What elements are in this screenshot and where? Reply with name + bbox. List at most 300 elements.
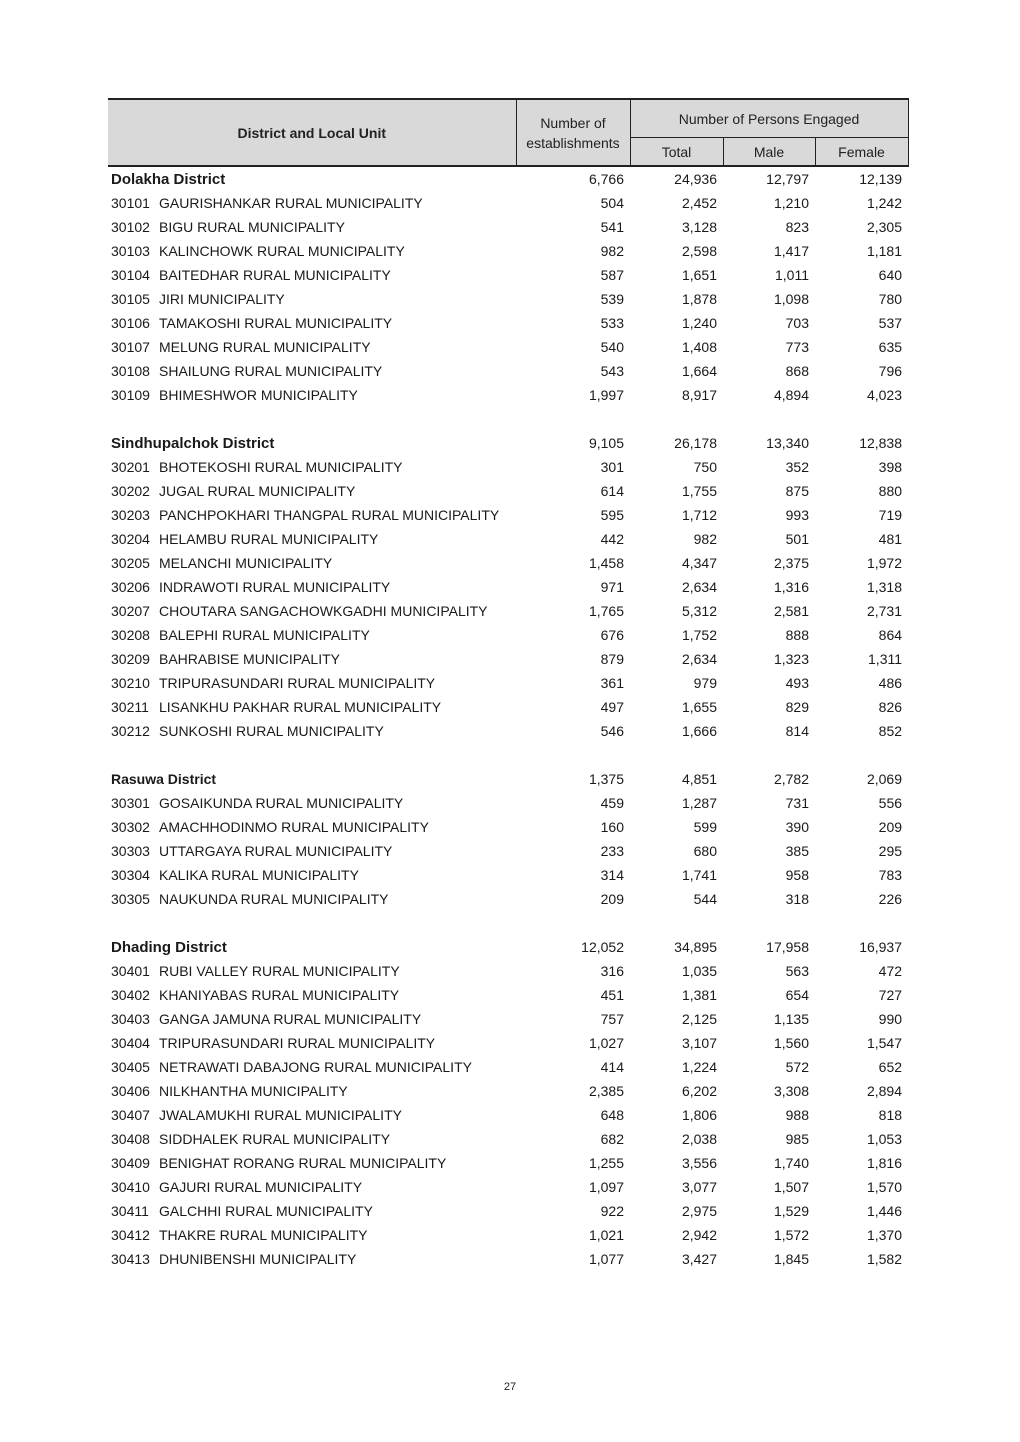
unit-male-cell: 703 [785,315,809,331]
unit-female-cell: 826 [878,699,903,715]
unit-female-cell: 864 [878,627,903,643]
unit-male-cell: 1,323 [773,651,809,667]
unit-male-cell: 988 [785,1107,809,1123]
district-row [108,935,908,959]
unit-female-cell: 727 [878,987,903,1003]
district-female-cell: 16,937 [859,939,903,955]
table-header [108,99,908,166]
local-unit-code: 30403 [111,1011,150,1027]
unit-total-cell: 680 [693,843,717,859]
local-unit-code: 30402 [111,987,150,1003]
unit-female-cell: 652 [878,1059,903,1075]
local-unit-name: NAUKUNDA RURAL MUNICIPALITY [159,891,389,907]
unit-establishments-cell: 1,765 [588,603,624,619]
unit-female-cell: 2,305 [866,219,903,235]
local-unit-name: INDRAWOTI RURAL MUNICIPALITY [159,579,391,595]
unit-total-cell: 8,917 [681,387,717,403]
page-number: 27 [503,1381,517,1393]
table-row [108,695,908,719]
table-row [108,599,908,623]
local-unit-code: 30104 [111,267,150,283]
local-unit-code: 30204 [111,531,150,547]
district-total-cell: 4,851 [681,771,717,787]
unit-establishments-cell: 442 [600,531,624,547]
local-unit-name: JIRI MUNICIPALITY [159,291,285,307]
table-row [108,1007,908,1031]
unit-total-cell: 2,942 [681,1227,717,1243]
local-unit-name: SHAILUNG RURAL MUNICIPALITY [159,363,383,379]
unit-male-cell: 958 [785,867,809,883]
local-unit-name: TRIPURASUNDARI RURAL MUNICIPALITY [159,675,436,691]
local-unit-cell [108,191,516,215]
local-unit-code: 30401 [111,963,150,979]
unit-female-cell: 2,894 [866,1083,903,1099]
local-unit-name: LISANKHU PAKHAR RURAL MUNICIPALITY [159,699,442,715]
unit-total-cell: 1,381 [681,987,717,1003]
unit-establishments-cell: 676 [600,627,624,643]
table-row [108,1175,908,1199]
local-unit-cell [108,791,516,815]
local-unit-code: 30408 [111,1131,150,1147]
local-unit-code: 30301 [111,795,150,811]
district-establishments-cell: 12,052 [581,939,624,955]
unit-establishments-cell: 682 [600,1131,624,1147]
table-row [108,383,908,407]
unit-establishments-cell: 2,385 [588,1083,624,1099]
local-unit-name: GAURISHANKAR RURAL MUNICIPALITY [159,195,423,211]
local-unit-cell [108,311,516,335]
unit-establishments-cell: 209 [600,891,624,907]
local-unit-name: TAMAKOSHI RURAL MUNICIPALITY [159,315,393,331]
unit-total-cell: 2,038 [681,1131,717,1147]
unit-female-cell: 556 [878,795,903,811]
unit-female-cell: 1,547 [866,1035,903,1051]
local-unit-code: 30413 [111,1251,150,1267]
local-unit-name: RUBI VALLEY RURAL MUNICIPALITY [159,963,400,979]
local-unit-cell [108,479,516,503]
unit-female-cell: 472 [878,963,903,979]
unit-establishments-cell: 497 [600,699,624,715]
table-row [108,1127,908,1151]
unit-total-cell: 1,712 [681,507,717,523]
local-unit-code: 30208 [111,627,150,643]
table-row [108,359,908,383]
unit-establishments-cell: 1,027 [588,1035,624,1051]
table-row [108,1199,908,1223]
local-unit-code: 30210 [111,675,150,691]
unit-female-cell: 1,582 [866,1251,903,1267]
unit-male-cell: 888 [785,627,809,643]
unit-male-cell: 773 [785,339,809,355]
unit-female-cell: 226 [878,891,903,907]
unit-establishments-cell: 451 [600,987,624,1003]
unit-total-cell: 750 [693,459,717,475]
local-unit-name: THAKRE RURAL MUNICIPALITY [159,1227,368,1243]
unit-total-cell: 2,975 [681,1203,717,1219]
table-row [108,959,908,983]
local-unit-code: 30207 [111,603,150,619]
table-row [108,887,908,911]
unit-female-cell: 852 [878,723,903,739]
table-row [108,1031,908,1055]
unit-male-cell: 1,098 [773,291,809,307]
unit-male-cell: 993 [785,507,809,523]
local-unit-cell [108,959,516,983]
local-unit-name: BIGU RURAL MUNICIPALITY [159,219,345,235]
local-unit-code: 30201 [111,459,150,475]
local-unit-code: 30411 [111,1203,149,1219]
local-unit-name: MELUNG RURAL MUNICIPALITY [159,339,371,355]
unit-female-cell: 2,731 [866,603,903,619]
establishments-table-container [108,98,908,1271]
table-row [108,191,908,215]
local-unit-name: BHIMESHWOR MUNICIPALITY [159,387,358,403]
unit-total-cell: 3,128 [681,219,717,235]
local-unit-code: 30409 [111,1155,150,1171]
unit-male-cell: 390 [785,819,809,835]
unit-male-cell: 985 [785,1131,809,1147]
unit-total-cell: 1,408 [681,339,717,355]
unit-establishments-cell: 533 [600,315,624,331]
unit-female-cell: 295 [878,843,903,859]
table-row [108,311,908,335]
unit-female-cell: 1,318 [866,579,903,595]
local-unit-code: 30405 [111,1059,150,1075]
table-row [108,1055,908,1079]
local-unit-cell [108,1055,516,1079]
unit-total-cell: 5,312 [681,603,717,619]
unit-male-cell: 318 [785,891,809,907]
unit-establishments-cell: 314 [600,867,624,883]
table-row [108,1103,908,1127]
local-unit-cell [108,575,516,599]
unit-male-cell: 868 [785,363,809,379]
local-unit-cell [108,335,516,359]
unit-female-cell: 481 [878,531,903,547]
unit-male-cell: 1,011 [775,267,809,283]
unit-female-cell: 818 [878,1107,903,1123]
unit-male-cell: 493 [785,675,809,691]
table-row [108,815,908,839]
unit-total-cell: 2,598 [681,243,717,259]
local-unit-code: 30103 [111,243,150,259]
unit-total-cell: 3,427 [681,1251,717,1267]
local-unit-cell [108,1127,516,1151]
local-unit-code: 30108 [111,363,150,379]
local-unit-cell [108,1079,516,1103]
unit-male-cell: 1,529 [773,1203,809,1219]
local-unit-cell [108,1031,516,1055]
local-unit-code: 30302 [111,819,150,835]
local-unit-name: BAHRABISE MUNICIPALITY [159,651,341,667]
district-total-cell: 26,178 [674,435,717,451]
unit-male-cell: 829 [785,699,809,715]
unit-establishments-cell: 459 [600,795,624,811]
district-male-cell: 17,958 [766,939,809,955]
unit-male-cell: 1,210 [773,195,809,211]
unit-male-cell: 654 [785,987,809,1003]
local-unit-name: DHUNIBENSHI MUNICIPALITY [159,1251,357,1267]
local-unit-name: BHOTEKOSHI RURAL MUNICIPALITY [159,459,403,475]
header-number-of-persons-engaged: Number of Persons Engaged [630,99,908,138]
header-female: Female [815,138,908,167]
local-unit-code: 30303 [111,843,150,859]
local-unit-cell [108,695,516,719]
table-row [108,839,908,863]
local-unit-name: BALEPHI RURAL MUNICIPALITY [159,627,370,643]
district-name: Dhading District [111,938,227,956]
unit-establishments-cell: 540 [600,339,624,355]
unit-male-cell: 823 [785,219,809,235]
spacer-row [108,407,908,431]
unit-establishments-cell: 879 [600,651,624,667]
unit-male-cell: 1,417 [773,243,809,259]
local-unit-code: 30106 [111,315,150,331]
local-unit-code: 30305 [111,891,150,907]
unit-female-cell: 796 [878,363,903,379]
unit-male-cell: 501 [785,531,809,547]
local-unit-code: 30404 [111,1035,150,1051]
unit-total-cell: 1,806 [681,1107,717,1123]
unit-female-cell: 1,570 [866,1179,903,1195]
unit-female-cell: 4,023 [866,387,903,403]
local-unit-code: 30412 [111,1227,150,1243]
unit-establishments-cell: 1,077 [588,1251,624,1267]
local-unit-name: NILKHANTHA MUNICIPALITY [159,1083,348,1099]
unit-total-cell: 544 [693,891,717,907]
unit-total-cell: 1,664 [681,363,717,379]
local-unit-name: JUGAL RURAL MUNICIPALITY [159,483,356,499]
unit-total-cell: 1,755 [681,483,717,499]
local-unit-code: 30410 [111,1179,150,1195]
unit-male-cell: 2,375 [773,555,809,571]
local-unit-cell [108,599,516,623]
local-unit-name: KHANIYABAS RURAL MUNICIPALITY [159,987,400,1003]
table-row [108,215,908,239]
table-row [108,575,908,599]
spacer-row [108,911,908,935]
unit-male-cell: 1,507 [773,1179,809,1195]
table-row [108,647,908,671]
unit-total-cell: 1,651 [681,267,717,283]
local-unit-code: 30102 [111,219,150,235]
local-unit-name: GANGA JAMUNA RURAL MUNICIPALITY [159,1011,422,1027]
local-unit-cell [108,239,516,263]
local-unit-code: 30304 [111,867,150,883]
unit-female-cell: 880 [878,483,903,499]
unit-female-cell: 1,181 [866,243,903,259]
unit-female-cell: 990 [878,1011,903,1027]
local-unit-code: 30105 [111,291,150,307]
district-female-cell: 12,139 [859,171,903,187]
local-unit-cell [108,215,516,239]
table-row [108,1223,908,1247]
table-row [108,335,908,359]
unit-total-cell: 599 [693,819,717,835]
local-unit-cell [108,551,516,575]
unit-total-cell: 1,287 [681,795,717,811]
table-row [108,527,908,551]
unit-establishments-cell: 971 [600,579,624,595]
local-unit-cell [108,1007,516,1031]
unit-total-cell: 3,107 [681,1035,717,1051]
unit-male-cell: 1,316 [773,579,809,595]
local-unit-name: SIDDHALEK RURAL MUNICIPALITY [159,1131,391,1147]
unit-total-cell: 1,878 [681,291,717,307]
unit-total-cell: 1,752 [681,627,717,643]
unit-male-cell: 1,845 [773,1251,809,1267]
unit-establishments-cell: 233 [600,843,624,859]
table-row [108,287,908,311]
local-unit-code: 30109 [111,387,150,403]
local-unit-cell [108,527,516,551]
table-row [108,551,908,575]
local-unit-name: KALINCHOWK RURAL MUNICIPALITY [159,243,405,259]
unit-establishments-cell: 595 [600,507,624,523]
local-unit-code: 30406 [111,1083,150,1099]
district-male-cell: 2,782 [773,771,809,787]
table-row [108,263,908,287]
local-unit-name: BENIGHAT RORANG RURAL MUNICIPALITY [159,1155,447,1171]
unit-female-cell: 783 [878,867,903,883]
unit-establishments-cell: 543 [600,363,624,379]
unit-establishments-cell: 1,997 [588,387,624,403]
unit-establishments-cell: 504 [600,195,624,211]
unit-total-cell: 1,240 [681,315,717,331]
local-unit-code: 30206 [111,579,150,595]
table-row [108,1151,908,1175]
local-unit-cell [108,623,516,647]
local-unit-code: 30209 [111,651,150,667]
unit-female-cell: 1,311 [868,651,903,667]
header-number-of-establishments: Number of establishments [516,99,630,166]
district-total-cell: 24,936 [674,171,717,187]
unit-total-cell: 2,452 [681,195,717,211]
unit-male-cell: 1,560 [773,1035,809,1051]
unit-female-cell: 1,053 [866,1131,903,1147]
district-establishments-cell: 6,766 [588,171,624,187]
header-male: Male [723,138,815,167]
unit-establishments-cell: 1,097 [588,1179,624,1195]
unit-female-cell: 1,972 [866,555,903,571]
local-unit-code: 30202 [111,483,150,499]
unit-male-cell: 4,894 [773,387,809,403]
district-male-cell: 12,797 [766,171,809,187]
unit-total-cell: 4,347 [681,555,717,571]
unit-total-cell: 2,634 [681,651,717,667]
table-row [108,719,908,743]
district-row [108,431,908,455]
table-row [108,455,908,479]
local-unit-code: 30107 [111,339,150,355]
local-unit-cell [108,647,516,671]
unit-total-cell: 979 [693,675,717,691]
district-establishments-cell: 1,375 [588,771,624,787]
unit-establishments-cell: 160 [600,819,624,835]
unit-male-cell: 1,135 [773,1011,809,1027]
unit-total-cell: 1,666 [681,723,717,739]
unit-female-cell: 1,370 [866,1227,903,1243]
local-unit-name: GOSAIKUNDA RURAL MUNICIPALITY [159,795,404,811]
unit-total-cell: 1,741 [681,867,717,883]
local-unit-name: CHOUTARA SANGACHOWKGADHI MUNICIPALITY [159,603,488,619]
local-unit-cell [108,1151,516,1175]
local-unit-code: 30211 [111,699,149,715]
unit-establishments-cell: 922 [600,1203,624,1219]
local-unit-code: 30203 [111,507,150,523]
local-unit-cell [108,863,516,887]
unit-establishments-cell: 414 [600,1059,624,1075]
district-female-cell: 12,838 [859,435,903,451]
local-unit-cell [108,383,516,407]
local-unit-name: UTTARGAYA RURAL MUNICIPALITY [159,843,393,859]
unit-total-cell: 1,655 [681,699,717,715]
table-row [108,1079,908,1103]
local-unit-cell [108,359,516,383]
unit-establishments-cell: 1,255 [588,1155,624,1171]
local-unit-cell [108,503,516,527]
local-unit-name: GAJURI RURAL MUNICIPALITY [159,1179,363,1195]
table-row [108,503,908,527]
local-unit-cell [108,263,516,287]
unit-establishments-cell: 648 [600,1107,624,1123]
local-unit-code: 30212 [111,723,150,739]
local-unit-cell [108,1247,516,1271]
unit-establishments-cell: 614 [600,483,624,499]
district-name: Rasuwa District [111,771,217,787]
unit-total-cell: 6,202 [681,1083,717,1099]
table-row [108,671,908,695]
local-unit-name: SUNKOSHI RURAL MUNICIPALITY [159,723,384,739]
district-female-cell: 2,069 [866,771,903,787]
unit-establishments-cell: 541 [600,219,624,235]
unit-total-cell: 2,125 [681,1011,717,1027]
table-body [108,166,908,1271]
table-row [108,863,908,887]
unit-total-cell: 1,224 [681,1059,717,1075]
local-unit-cell [108,287,516,311]
local-unit-code: 30205 [111,555,150,571]
unit-establishments-cell: 546 [600,723,624,739]
unit-male-cell: 814 [785,723,809,739]
district-total-cell: 34,895 [674,939,717,955]
unit-male-cell: 352 [785,459,809,475]
table-row [108,623,908,647]
unit-establishments-cell: 1,021 [588,1227,624,1243]
local-unit-name: TRIPURASUNDARI RURAL MUNICIPALITY [159,1035,436,1051]
local-unit-cell [108,983,516,1007]
district-establishments-cell: 9,105 [588,435,624,451]
district-name: Dolakha District [111,170,226,188]
local-unit-cell [108,815,516,839]
spacer-row [108,743,908,767]
unit-female-cell: 486 [878,675,903,691]
unit-establishments-cell: 587 [600,267,624,283]
local-unit-cell [108,1199,516,1223]
unit-establishments-cell: 539 [600,291,624,307]
header-total: Total [630,138,723,167]
district-name: Sindhupalchok District [111,434,275,452]
local-unit-cell [108,1103,516,1127]
local-unit-name: BAITEDHAR RURAL MUNICIPALITY [159,267,391,283]
unit-total-cell: 2,634 [681,579,717,595]
local-unit-cell [108,455,516,479]
table-row [108,791,908,815]
district-male-cell: 13,340 [766,435,809,451]
unit-male-cell: 572 [785,1059,809,1075]
local-unit-name: PANCHPOKHARI THANGPAL RURAL MUNICIPALITY [159,507,500,523]
local-unit-cell [108,1223,516,1247]
